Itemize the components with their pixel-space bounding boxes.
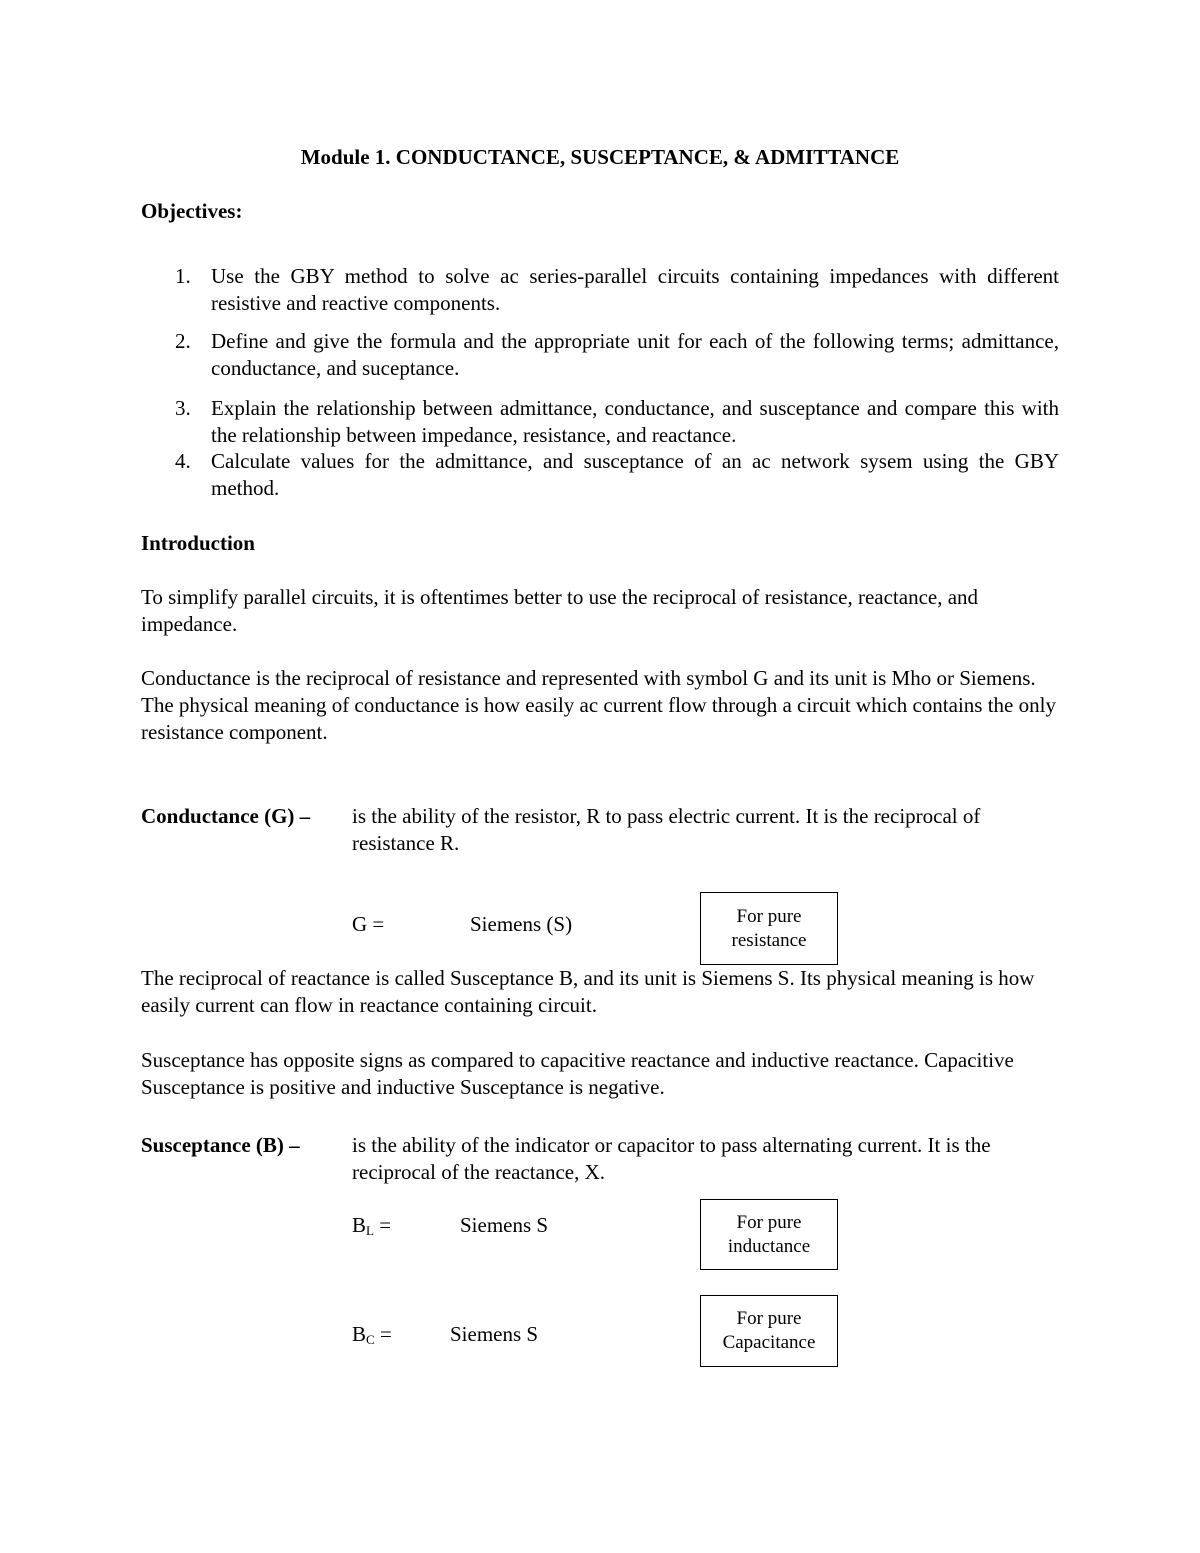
box-label: For pure Capacitance [722,1308,816,1353]
list-item-text: Calculate values for the admittance, and susceptance of an ac network sysem using the GBY method. [211,449,1059,500]
introduction-heading: Introduction [141,531,255,555]
capacitive-susceptance-unit: Siemens S [450,1322,539,1346]
box-label: For pure resistance [731,905,807,951]
equals: = [373,1213,392,1237]
susceptance-paragraph: Susceptance has opposite signs as compared to capacitive reactance and inductive reactance. Capacitive Susceptance is positive and inductive Susceptance is negative. [141,1048,1014,1099]
susceptance-term: Susceptance (B) – [141,1133,300,1157]
list-item-number: 1. [175,264,191,288]
conductance-formula-unit: Siemens (S) [470,912,573,936]
list-item-text: Use the GBY method to solve ac series-parallel circuits containing impedances with different resistive and reactive components. [211,264,1059,315]
subscript: C [366,1332,375,1347]
conductance-definition: is the ability of the resistor, R to pass electric current. It is the reciprocal of resistance R. [352,804,981,855]
intro-paragraph: Conductance is the reciprocal of resistance and represented with symbol G and its unit is Mho or Siemens. The physical meaning of conductance is how easily ac current flow through a circuit which contains the only resistance component. [141,666,1056,744]
susceptance-definition: is the ability of the indicator or capacitor to pass alternating current. It is the reciprocal of the reactance, X. [352,1133,991,1184]
symbol: B [352,1213,367,1237]
symbol: B [352,1322,367,1346]
intro-paragraph: To simplify parallel circuits, it is oftentimes better to use the reciprocal of resistance, reactance, and impedance. [141,585,979,636]
list-item-number: 4. [175,449,191,473]
capacitive-susceptance-lhs [352,1321,392,1348]
subscript: L [366,1223,374,1238]
inductive-susceptance-unit: Siemens S [460,1213,549,1237]
list-item-text: Explain the relationship between admittance, conductance, and susceptance and compare this with the relationship between impedance, resistance, and reactance. [211,396,1059,447]
page-title: Module 1. CONDUCTANCE, SUSCEPTANCE, & ADMITTANCE [300,145,900,169]
equals: = [374,1322,392,1346]
pure-inductance-box [700,1199,838,1270]
objectives-heading: Objectives: [141,199,243,223]
list-item-text: Define and give the formula and the appropriate unit for each of the following terms; admittance, conductance, and suceptance. [211,329,1059,380]
box-label: For pure inductance [727,1211,811,1257]
susceptance-paragraph: The reciprocal of reactance is called Susceptance B, and its unit is Siemens S. Its physical meaning is how easily current can flow in reactance containing circuit. [141,966,1035,1017]
list-item-number: 2. [175,329,191,353]
pure-capacitance-box [700,1295,838,1367]
list-item-number: 3. [175,396,191,420]
conductance-formula-lhs: G = [352,912,385,936]
conductance-term: Conductance (G) – [141,804,311,828]
pure-resistance-box [700,892,838,965]
inductive-susceptance-lhs [352,1212,391,1239]
